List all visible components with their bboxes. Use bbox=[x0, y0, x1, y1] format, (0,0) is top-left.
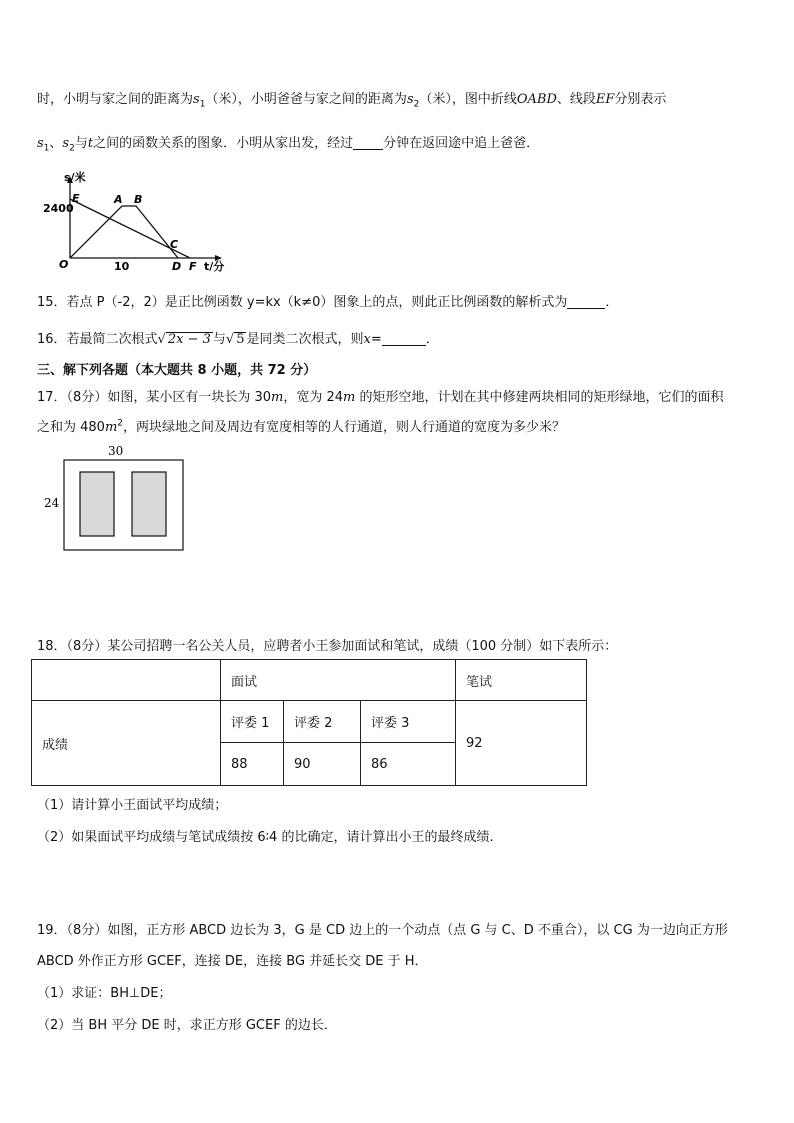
q16-text: = bbox=[370, 332, 382, 347]
polyline-oabd: OABD bbox=[516, 92, 557, 107]
section-3-heading: 三、解下列各题（本大题共 8 小题，共 72 分） bbox=[37, 363, 317, 378]
header-interview: 面试 bbox=[221, 660, 456, 701]
var-x: x bbox=[363, 332, 371, 347]
q14-text: 、线段 bbox=[556, 92, 596, 107]
q16-text: 是同类二次根式，则 bbox=[246, 332, 364, 347]
q14-text: （米），小明爸爸与家之间的距离为 bbox=[205, 92, 407, 107]
var-s: s bbox=[62, 136, 70, 151]
unit-m: m bbox=[104, 420, 118, 435]
table-row bbox=[32, 701, 587, 743]
q16-end: ． bbox=[425, 332, 439, 347]
point-label-o: O bbox=[59, 258, 69, 271]
sqrt-sign: √ bbox=[157, 332, 166, 347]
distance-time-graph bbox=[38, 168, 238, 278]
question-16 bbox=[37, 328, 439, 347]
question-15 bbox=[37, 291, 618, 310]
point-label-e: E bbox=[72, 192, 80, 205]
sub-1: 1 bbox=[43, 143, 50, 154]
q14-line1 bbox=[37, 88, 666, 110]
segment-ef: EF bbox=[595, 92, 615, 107]
q14-text: 时，小明与家之间的距离为 bbox=[37, 92, 194, 107]
answer-blank[interactable] bbox=[353, 135, 383, 150]
q18-sub2: （2）如果面试平均成绩与笔试成绩按 6∶4 的比确定，请计算出小王的最终成绩. bbox=[37, 830, 494, 845]
q19-sub1: （1）求证：BH⊥DE； bbox=[37, 986, 172, 1001]
header-written: 笔试 bbox=[456, 660, 587, 701]
q19-line2: ABCD 外作正方形 GCEF，连接 DE，连接 BG 并延长交 DE 于 H． bbox=[37, 954, 428, 969]
var-t: t bbox=[87, 136, 94, 151]
width-label: 30 bbox=[108, 444, 124, 458]
q15-text: 15．若点 P（-2，2）是正比例函数 y=kx（k≠0）图象上的点，则此正比例函数的解析式为 bbox=[37, 295, 568, 310]
judge-2-score: 90 bbox=[284, 743, 361, 786]
unit-m: m bbox=[271, 390, 284, 405]
point-label-b: B bbox=[134, 193, 143, 206]
y-tick-2400: 2400 bbox=[43, 202, 74, 215]
sub-2: 2 bbox=[69, 143, 75, 154]
q16-text: 与 bbox=[212, 332, 226, 347]
var-s: s bbox=[406, 92, 414, 107]
q16-text: 16．若最简二次根式 bbox=[37, 332, 158, 347]
q17-line2 bbox=[37, 416, 565, 435]
judge-1-score: 88 bbox=[221, 743, 284, 786]
sub-2: 2 bbox=[413, 99, 420, 110]
field-diagram bbox=[40, 440, 200, 556]
y-axis-label: s/米 bbox=[64, 171, 86, 184]
var-s: s bbox=[193, 92, 200, 107]
table-corner bbox=[32, 660, 221, 701]
q14-text: 分别表示 bbox=[614, 92, 667, 107]
q18-sub1: （1）请计算小王面试平均成绩； bbox=[37, 798, 228, 813]
answer-blank[interactable] bbox=[567, 294, 605, 309]
q14-text: （米），图中折线 bbox=[419, 92, 517, 107]
q14-line2 bbox=[37, 132, 539, 154]
x-tick-10: 10 bbox=[114, 260, 130, 273]
superscript-2: 2 bbox=[117, 418, 124, 429]
row-label-score: 成绩 bbox=[32, 701, 221, 786]
radicand-2: 5 bbox=[236, 332, 245, 347]
score-table bbox=[31, 659, 587, 786]
separator: 、 bbox=[49, 136, 63, 151]
point-label-d: D bbox=[172, 260, 182, 273]
q19-sub2: （2）当 BH 平分 DE 时，求正方形 GCEF 的边长． bbox=[37, 1018, 337, 1033]
x-axis-label: t/分 bbox=[204, 260, 225, 273]
q17-text: ，两块绿地之间及周边有宽度相等的人行通道，则人行通道的宽度为多少米？ bbox=[123, 420, 566, 435]
written-score: 92 bbox=[456, 701, 587, 786]
q17-text: 之和为 480 bbox=[37, 420, 105, 435]
judge-3-header: 评委 3 bbox=[361, 701, 456, 743]
radicand-1: 2x − 3 bbox=[167, 332, 211, 347]
q15-end: ． bbox=[605, 295, 619, 310]
judge-3-score: 86 bbox=[361, 743, 456, 786]
q17-text: 17．（8分）如图，某小区有一块长为 30 bbox=[37, 390, 271, 405]
sub-1: 1 bbox=[199, 99, 206, 110]
point-label-c: C bbox=[170, 238, 179, 251]
point-label-a: A bbox=[114, 193, 123, 206]
var-s: s bbox=[37, 136, 44, 151]
q19-line1: 19．（8分）如图，正方形 ABCD 边长为 3，G 是 CD 边上的一个动点（点 G 与 C、D 不重合），以 CG 为一边向正方形 bbox=[37, 923, 728, 938]
judge-2-header: 评委 2 bbox=[284, 701, 361, 743]
height-label: 24 bbox=[44, 496, 60, 510]
q14-text: 分钟在返回途中追上爸爸． bbox=[383, 136, 540, 151]
line-oabd bbox=[70, 206, 178, 258]
q14-text: 之间的函数关系的图象．小明从家出发，经过 bbox=[93, 136, 354, 151]
judge-1-header: 评委 1 bbox=[221, 701, 284, 743]
green-plot-2 bbox=[132, 472, 166, 536]
table-row bbox=[32, 660, 587, 701]
q18-intro: 18．（8分）某公司招聘一名公关人员，应聘者小王参加面试和笔试，成绩（100 分制）如下表所示： bbox=[37, 639, 618, 654]
sqrt-sign: √ bbox=[225, 332, 235, 347]
answer-blank[interactable] bbox=[382, 331, 426, 346]
q14-text: 与 bbox=[74, 136, 88, 151]
q17-text: 的矩形空地，计划在其中修建两块相同的矩形绿地，它们的面积 bbox=[355, 390, 724, 405]
q17-text: ，宽为 24 bbox=[283, 390, 344, 405]
green-plot-1 bbox=[80, 472, 114, 536]
unit-m: m bbox=[343, 390, 356, 405]
point-label-f: F bbox=[189, 260, 197, 273]
q17-line1 bbox=[37, 386, 723, 405]
